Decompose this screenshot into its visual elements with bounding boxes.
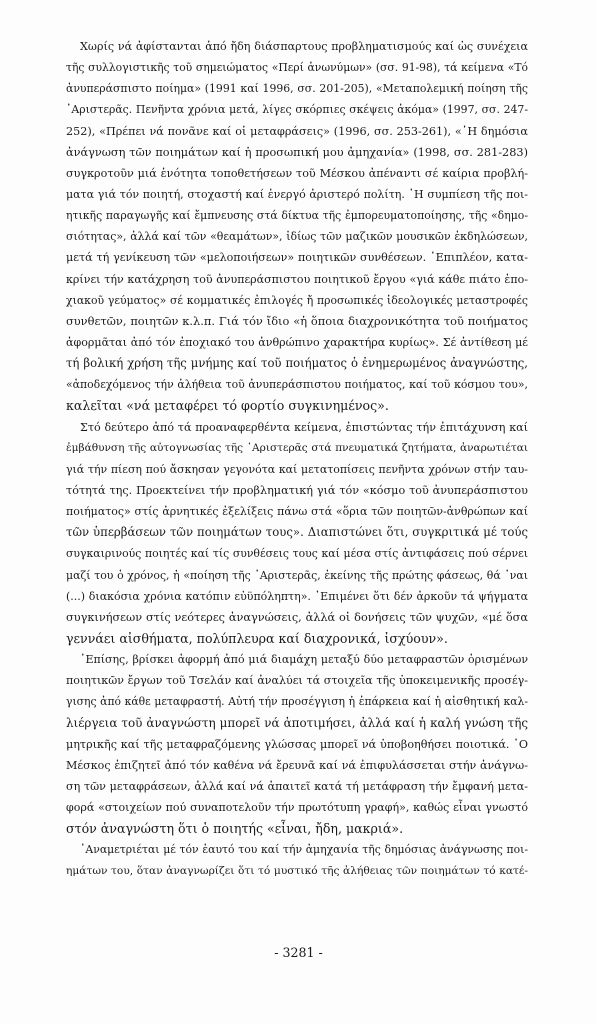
text-line: συγκροτοῦν μιά ἑνότητα τοποθετήσεων τοῦ Μέσκου ἀπέναντι σέ καίρια προβλή- [66, 166, 528, 180]
text-line: (...) διακόσια χρόνια κατόπιν εὐϋπόληπτη». ᾽Επιμένει ὅτι δέν ἀρκοῦν τά ψήγματα [66, 589, 528, 603]
text-line: συγκαιρινούς ποιητές καί τίς συνθέσεις τους καί μέσα στίς ἀντιφάσεις πού σέρνει [66, 547, 528, 561]
text-line: τή βολική χρήση τῆς μνήμης καί τοῦ ποιήματος ὁ ἐνημερωμένος ἀναγνώστης, [66, 356, 528, 371]
text-line: γισης ἀπό κάθε μεταφραστή. Αὐτή τήν προσέγγιση ἡ ἐπάρκεια καί ἡ αἰσθητική καλ- [66, 695, 528, 709]
page-number: - 3281 - [274, 945, 323, 960]
text-line: ᾽Αριστερᾶς. Πενῆντα χρόνια μετά, λίγες σκόρπιες σκέψεις ἀκόμα» (1997, σσ. 247- [66, 103, 528, 117]
paragraph [66, 649, 528, 839]
text-line: σιότητας», ἀλλά καί τῶν «θεαμάτων», ἰδίως τῶν μαζικῶν μουσικῶν ἐκδηλώσεων, [66, 230, 528, 244]
text-line: χιακοῦ γεύματος» σέ κομματικές ἐπιλογές ἤ προσωπικές ἰδεολογικές μεταστροφές [66, 293, 528, 307]
paragraph [66, 36, 528, 417]
text-line: ποιήματος» στίς ἀρνητικές ἐξελίξεις πάνω στά «ὅρια τῶν ποιητῶν-ἀνθρώπων καί [66, 505, 528, 519]
text-line: μετά τή γενίκευση τῶν «μελοποιήσεων» ποιητικῶν συνθέσεων. ᾽Επιπλέον, κατα- [66, 251, 528, 265]
text-line: ματα γιά τόν ποιητή, στοχαστή καί ἐνεργό ἀριστερό πολίτη. ῾Η συμπίεση τῆς ποι- [66, 187, 528, 201]
text-line: τῶν ὑπερβάσεων τῶν ποιημάτων τους». Διαπιστώνει ὅτι, συγκριτικά μέ τούς [66, 525, 528, 540]
text-line: ᾽Αναμετριέται μέ τόν ἑαυτό του καί τήν ἀμηχανία τῆς δημόσιας ἀνάγνωσης ποι- [80, 843, 528, 857]
text-line: Χωρίς νά ἀφίστανται ἀπό ἤδη διάσπαρτους προβληματισμούς καί ὡς συνέχεια [80, 40, 528, 53]
text-line: Μέσκος ἐπιζητεῖ ἀπό τόν καθένα νά ἔρευνᾶ καί νά ἐπιφυλάσσεται στήν ἀνάγνω- [66, 758, 528, 772]
text-line: ἀνάγνωση τῶν ποιημάτων καί ἡ προσωπική μου ἀμηχανία» (1998, σσ. 281-283) [66, 145, 528, 159]
text-line: γεννάει αἰσθήματα, πολύπλευρα καί διαχρονικά, ἰσχύουν». [66, 630, 448, 646]
text-line: μητρικῆς καί τῆς μεταφραζόμενης γλώσσας μπορεῖ νά ὑποβοηθήσει ποιοτικά. ῾Ο [66, 737, 528, 751]
text-line: ἀνυπεράσπιστο ποίημα» (1991 καί 1996, σσ. 201-205), «Μεταπολεμική ποίηση τῆς [66, 82, 528, 96]
text-line: ημάτων του, ὅταν ἀναγνωρίζει ὅτι τό μυστικό τῆς ἀλήθειας τῶν ποιημάτων τό κατέ- [66, 864, 528, 878]
text-line: τότητά της. Προεκτείνει τήν προβληματική γιά τόν «κόσμο τοῦ ἀνυπεράσπιστου [66, 483, 528, 497]
text-line: ἀφορμᾶται ἀπό τόν ἐποχιακό του ἀνθρώπινο χαρακτήρα κυρίως». Σέ ἀντίθεση μέ [66, 335, 528, 349]
text-line: καλεῖται «νά μεταφέρει τό φορτίο συγκινημένος». [66, 398, 389, 414]
text-line: ἐμβάθυνση τῆς αὐτογνωσίας τῆς ᾽Αριστερᾶς στά πνευματικά ζητήματα, ἀναρωτιέται [66, 441, 528, 454]
text-line: μαζί του ὁ χρόνος, ἡ «ποίηση τῆς ᾽Αριστερᾶς, ἐκείνης τῆς πρώτης φάσεως, θά ᾽ναι [66, 568, 528, 582]
text-line: ᾽Επίσης, βρίσκει ἀφορμή ἀπό μιά διαμάχη μεταξύ δύο μεταφραστῶν ὁρισμένων [80, 653, 528, 667]
paragraph [66, 417, 528, 650]
body-text [66, 36, 528, 882]
text-line: 252), «Πρέπει νά πονᾶνε καί οἱ μεταφράσεις» (1996, σσ. 253-261), «῾Η δημόσια [66, 124, 528, 138]
text-line: συγκινήσεων στίς νεότερες ἀναγνώσεις, ἀλλά οἱ δονήσεις τῶν ψυχῶν, «μέ ὅσα [66, 610, 528, 624]
text-line: λιέργεια τοῦ ἀναγνώστη μπορεῖ νά ἀποτιμήσει, ἀλλά καί ἡ καλή γνώση τῆς [66, 715, 528, 730]
text-line: στόν ἀναγνώστη ὅτι ὁ ποιητής «εἶναι, ἤδη, μακριά». [66, 821, 404, 837]
text-line: «ἀποδεχόμενος τήν ἀλήθεια τοῦ ἀνυπεράσπιστου ποιήματος, καί τοῦ κόσμου του», [66, 378, 528, 392]
text-line: ποιητικῶν ἔργων τοῦ Τσελάν καί ἀναλύει τά στοιχεῖα τῆς ὑποκειμενικῆς προσέγ- [66, 674, 528, 688]
text-line: φορά «στοιχείων πού συναποτελοῦν τήν πρωτότυπη γραφή», καθώς εἶναι γνωστό [66, 801, 528, 815]
text-line: ση τῶν μεταφράσεων, ἀλλά καί νά ἀπαιτεῖ κατά τή μετάφραση τήν ἔμφανή μετα- [66, 779, 528, 793]
text-line: ητικῆς παραγωγῆς καί ἔμπνευσης στά δίκτυα τῆς ἐμπορευματοποίησης, τῆς «δημο- [66, 209, 528, 223]
text-line: Στό δεύτερο ἀπό τά προαναφερθέντα κείμενα, ἐπιστώντας τήν ἐπιτάχυνση καί [80, 420, 528, 434]
text-line: γιά τήν πίεση πού ἄσκησαν γεγονότα καί μετατοπίσεις πενῆντα χρόνων στήν ταυ- [66, 462, 528, 476]
paragraph [66, 839, 528, 881]
text-line: τῆς συλλογιστικῆς τοῦ σημειώματος «Περί ἀνωνύμων» (σσ. 91-98), τά κείμενα «Τό [66, 61, 528, 75]
text-line: συνθετῶν, ποιητῶν κ.λ.π. Γιά τόν ἴδιο «ἡ ὅποια διαχρονικότητα τοῦ ποιήματος [66, 313, 528, 328]
text-line: κρίνει τήν κατάχρηση τοῦ ἀνυπεράσπιστου ποιητικοῦ ἔργου «γιά κάθε πιάτο ἐπο- [66, 272, 528, 286]
